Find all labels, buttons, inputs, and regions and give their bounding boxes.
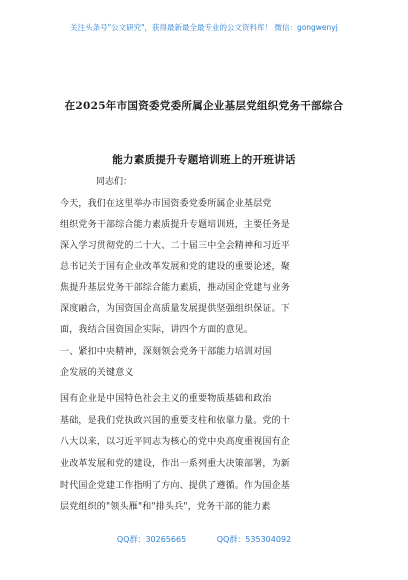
document-title-line-2: 能力素质提升专题培训班上的开班讲话: [112, 154, 296, 166]
body-line: 深度融合，为国资国企高质量发展提供坚强组织保证。下: [60, 304, 291, 314]
body-line: 总书记关于国有企业改革发展和党的建设的重要论述，聚: [60, 262, 291, 272]
body-line: 时代国企党建工作指明了方向、提供了遵循。作为国企基: [60, 481, 291, 491]
body-line: 今天，我们在这里举办市国资委党委所属企业基层党: [60, 199, 272, 209]
document-title-line-1: 在2025年市国资委党委所属企业基层党组织党务干部综合: [64, 100, 344, 112]
footer-qq-group-1: QQ群：30265665: [116, 535, 187, 544]
body-line: 组织党务干部综合能力素质提升专题培训班，主要任务是: [60, 220, 291, 230]
body-line: 八大以来，以习近平同志为核心的党中央高度重视国有企: [60, 437, 291, 447]
body-line: 层党组织的"领头雁"和"排头兵"，党务干部的能力素: [60, 502, 271, 512]
body-line: 面，我结合国资国企实际，讲四个方面的意见。: [60, 325, 254, 335]
salutation: 同志们：: [96, 177, 133, 187]
section-heading-line: 企发展的关键意义: [60, 368, 134, 378]
section-heading-line: 一、紧扣中央精神，深刻领会党务干部能力培训对国: [60, 347, 272, 357]
body-line: 国有企业是中国特色社会主义的重要物质基础和政治: [60, 394, 272, 404]
header-banner: 关注头条号"公文研究"，获得最新最全最专业的公文资料库！ 微信：gongwenyj: [70, 23, 338, 32]
body-line: 深入学习贯彻党的二十大、二十届三中全会精神和习近平: [60, 241, 291, 251]
footer-contact: [0, 534, 408, 545]
footer-qq-group-2: QQ群：535304092: [216, 535, 292, 544]
body-line: 基础，是我们党执政兴国的重要支柱和依靠力量。党的十: [60, 416, 291, 426]
body-line: 焦提升基层党务干部综合能力素质，推动国企党建与业务: [60, 283, 291, 293]
body-line: 业改革发展和党的建设，作出一系列重大决策部署，为新: [60, 459, 291, 469]
